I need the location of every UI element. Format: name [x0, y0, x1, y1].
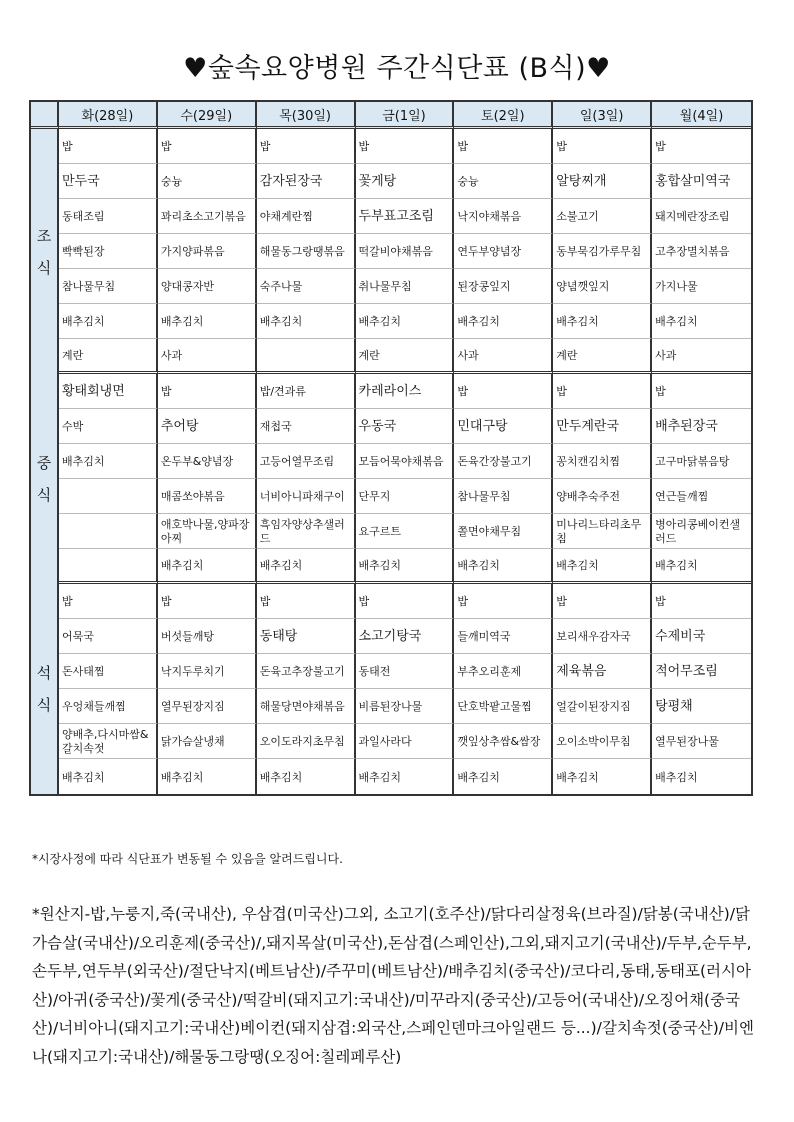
menu-cell: 오이도라지초무침: [257, 724, 356, 759]
menu-cell: 깻잎상추쌈&쌈장: [454, 724, 553, 759]
menu-cell: 낙지야채볶음: [454, 199, 553, 234]
menu-cell: 양념깻잎지: [553, 269, 652, 304]
menu-cell: 소불고기: [553, 199, 652, 234]
menu-cell: 밥: [59, 584, 158, 619]
menu-cell: 계란: [59, 339, 158, 374]
meal-label-char: 식: [36, 486, 52, 504]
menu-cell: 배추된장국: [652, 409, 751, 444]
menu-cell: 배추김치: [158, 304, 257, 339]
menu-cell: 제육볶음: [553, 654, 652, 689]
menu-cell: 꽃게탕: [356, 164, 455, 199]
menu-cell: 꽈리초소고기볶음: [158, 199, 257, 234]
day-header: 월(4일): [652, 102, 751, 129]
menu-cell: 동태조림: [59, 199, 158, 234]
meal-label: [31, 584, 59, 794]
menu-cell: 배추김치: [59, 304, 158, 339]
menu-cell: 병아리콩베이컨샐러드: [652, 514, 751, 549]
menu-cell: 재첩국: [257, 409, 356, 444]
menu-cell: [257, 339, 356, 374]
menu-cell: 감자된장국: [257, 164, 356, 199]
menu-cell: 민대구탕: [454, 409, 553, 444]
menu-row: [31, 409, 751, 444]
menu-cell: 적어무조림: [652, 654, 751, 689]
menu-row: [31, 759, 751, 794]
menu-cell: 돈육고추장불고기: [257, 654, 356, 689]
menu-cell: 배추김치: [356, 304, 455, 339]
meal-label-char: 중: [36, 454, 52, 472]
menu-cell: 밥/견과류: [257, 374, 356, 409]
menu-cell: 양배추숙주전: [553, 479, 652, 514]
menu-cell: 낙지두루치기: [158, 654, 257, 689]
menu-cell: 밥: [158, 584, 257, 619]
meal-label-char: 식: [36, 258, 52, 277]
menu-cell: 배추김치: [356, 759, 455, 794]
menu-cell: 배추김치: [356, 549, 455, 584]
menu-cell: [59, 479, 158, 514]
menu-cell: 배추김치: [553, 549, 652, 584]
menu-row: [31, 129, 751, 164]
menu-cell: 어묵국: [59, 619, 158, 654]
menu-cell: 배추김치: [553, 304, 652, 339]
menu-cell: 사과: [454, 339, 553, 374]
menu-cell: 밥: [257, 584, 356, 619]
menu-cell: 참나물무침: [59, 269, 158, 304]
menu-cell: 배추김치: [158, 759, 257, 794]
menu-cell: 열무된장지짐: [158, 689, 257, 724]
menu-row: [31, 584, 751, 619]
menu-cell: 추어탕: [158, 409, 257, 444]
menu-cell: 카레라이스: [356, 374, 455, 409]
menu-cell: 고등어열무조림: [257, 444, 356, 479]
menu-cell: 배추김치: [454, 549, 553, 584]
menu-cell: 숙주나물: [257, 269, 356, 304]
menu-cell: 배추김치: [454, 759, 553, 794]
menu-cell: 연근들깨찜: [652, 479, 751, 514]
menu-cell: 취나물무침: [356, 269, 455, 304]
meal-label-char: 조: [36, 226, 52, 245]
menu-cell: 배추김치: [257, 304, 356, 339]
menu-cell: 열무된장나물: [652, 724, 751, 759]
menu-cell: 배추김치: [655, 770, 698, 784]
day-header: 화(28일): [59, 102, 158, 129]
menu-cell: 양대콩자반: [158, 269, 257, 304]
menu-cell: 모듬어묵야채볶음: [356, 444, 455, 479]
menu-row: [31, 724, 751, 759]
menu-cell: 배추김치: [454, 304, 553, 339]
menu-cell: 고구마닭볶음탕: [652, 444, 751, 479]
menu-cell: 탕평채: [652, 689, 751, 724]
menu-cell: 단무지: [356, 479, 455, 514]
menu-cell: 흑임자양상추샐러드: [257, 514, 356, 549]
menu-row: [31, 199, 751, 234]
header-row: [31, 102, 751, 129]
menu-cell: 밥: [158, 374, 257, 409]
menu-cell: 사과: [158, 339, 257, 374]
menu-row: [31, 619, 751, 654]
menu-row: [31, 269, 751, 304]
meal-label-char: 식: [36, 696, 52, 714]
menu-cell: 미나리느타리초무침: [553, 514, 652, 549]
menu-cell: 밥: [356, 584, 455, 619]
menu-cell: 밥: [652, 129, 751, 164]
menu-cell: 배추김치: [553, 759, 652, 794]
menu-cell: 양배추,다시마쌈&갈치속젓: [59, 724, 158, 759]
weekly-menu-table: [29, 100, 753, 796]
menu-cell: 해물당면야채볶음: [257, 689, 356, 724]
menu-cell: 우동국: [356, 409, 455, 444]
menu-cell: 꽁치캔김치찜: [553, 444, 652, 479]
menu-cell: 밥: [356, 129, 455, 164]
menu-row: [31, 164, 751, 199]
menu-row: [31, 234, 751, 269]
menu-cell: 배추김치: [652, 549, 751, 584]
menu-cell: 고추장멸치볶음: [652, 234, 751, 269]
menu-cell: 보리새우감자국: [553, 619, 652, 654]
menu-cell: 빡빡된장: [59, 234, 158, 269]
menu-cell: 과일사라다: [356, 724, 455, 759]
menu-cell: 너비아니파채구이: [257, 479, 356, 514]
menu-cell: 밥: [158, 129, 257, 164]
meal-label-char: 석: [36, 664, 52, 682]
menu-cell: 밥: [652, 374, 751, 409]
menu-cell: 동태전: [356, 654, 455, 689]
day-header: 금(1일): [356, 102, 455, 129]
menu-cell: 계란: [356, 339, 455, 374]
menu-cell: 된장콩잎지: [454, 269, 553, 304]
corner-cell: [31, 102, 59, 129]
menu-cell: 밥: [553, 584, 652, 619]
menu-cell: 사과: [652, 339, 751, 374]
menu-row: [31, 514, 751, 549]
menu-cell: 수박: [59, 409, 158, 444]
menu-cell: 배추김치: [59, 444, 158, 479]
menu-cell: 얼갈이된장지짐: [553, 689, 652, 724]
origin-notice: *원산지-밥,누룽지,죽(국내산), 우삼겹(미국산)그외, 소고기(호주산)/닭다리살정육(브라질)/닭봉(국내산)/닭가슴살(국내산)/오리훈제(중국산)/,돼지목살(미국산),돈삼겹(스페인산),그외,돼지고기(국내산)/두부,순두부,손두부,연두부(외국산)/절단낙지(베트남산)/주꾸미(베트남산)/배추김치(중국산)/코다리,동태,동태포(러시아산)/아귀(중국산)/꽃게(중국산)/떡갈비(돼지고기:국내산)/미꾸라지(중국산)/고등어(국내산)/오징어채(중국산)/너비아니(돼지고기:국내산)베이컨(돼지삼겹:외국산,스페인덴마크아일랜드 등...)/갈치속젓(중국산)/비엔나(돼지고기:국내산)/해물동그랑땡(오징어:칠레페루산): [32, 905, 754, 1066]
menu-cell: 돈육간장불고기: [454, 444, 553, 479]
menu-cell: 닭가슴살냉채: [158, 724, 257, 759]
menu-cell: 만두계란국: [553, 409, 652, 444]
menu-cell: 소고기탕국: [356, 619, 455, 654]
menu-cell: 비름된장나물: [356, 689, 455, 724]
menu-cell: 숭늉: [454, 164, 553, 199]
menu-cell: 버섯들깨탕: [158, 619, 257, 654]
menu-cell: 동부묵김가루무침: [553, 234, 652, 269]
menu-cell: 돼지메란장조림: [652, 199, 751, 234]
menu-row: [31, 479, 751, 514]
menu-cell: 온두부&양념장: [158, 444, 257, 479]
menu-cell: 쫄면야채무침: [454, 514, 553, 549]
menu-row: [31, 689, 751, 724]
menu-cell: 떡갈비야채볶음: [356, 234, 455, 269]
menu-row: [31, 304, 751, 339]
menu-row: [31, 549, 751, 584]
menu-cell: 계란: [553, 339, 652, 374]
day-header: 토(2일): [454, 102, 553, 129]
menu-cell: 밥: [257, 129, 356, 164]
menu-cell: 알탕찌개: [553, 164, 652, 199]
menu-cell: 해물동그랑땡볶음: [257, 234, 356, 269]
menu-cell: 배추김치: [59, 759, 158, 794]
menu-row: [31, 374, 751, 409]
menu-cell: 배추김치: [257, 549, 356, 584]
menu-cell: 밥: [454, 374, 553, 409]
change-notice: *시장사정에 따라 식단표가 변동될 수 있음을 알려드립니다.: [32, 852, 343, 866]
menu-cell: 요구르트: [356, 514, 455, 549]
menu-cell: 밥: [59, 129, 158, 164]
menu-cell: 우엉채들깨찜: [59, 689, 158, 724]
menu-row: [31, 339, 751, 374]
menu-cell: 가지양파볶음: [158, 234, 257, 269]
menu-cell: 두부표고조림: [356, 199, 455, 234]
menu-cell: [59, 549, 158, 584]
menu-cell: 밥: [454, 584, 553, 619]
menu-cell: 배추김치: [158, 549, 257, 584]
menu-cell: 숭늉: [158, 164, 257, 199]
menu-cell: 가지나물: [652, 269, 751, 304]
meal-label: [31, 374, 59, 584]
menu-cell: 돈사태찜: [59, 654, 158, 689]
menu-cell: 단호박팥고물찜: [454, 689, 553, 724]
meal-label: [31, 129, 59, 374]
menu-cell: 배추김치: [257, 759, 356, 794]
menu-cell: 연두부양념장: [454, 234, 553, 269]
menu-cell: 밥: [652, 584, 751, 619]
menu-cell: 수제비국: [652, 619, 751, 654]
menu-cell: 밥: [553, 374, 652, 409]
menu-cell: 애호박나물,양파장아찌: [158, 514, 257, 549]
page-title: ♥숲속요양병원 주간식단표 (B식)♥: [183, 53, 611, 84]
menu-cell: 밥: [553, 129, 652, 164]
menu-cell: 만두국: [59, 164, 158, 199]
menu-cell: 홍합살미역국: [652, 164, 751, 199]
menu-cell: 들깨미역국: [454, 619, 553, 654]
menu-cell: [59, 514, 158, 549]
day-header: 목(30일): [257, 102, 356, 129]
menu-cell: 황태회냉면: [59, 374, 158, 409]
menu-cell: 배추김치: [652, 304, 751, 339]
day-header: 수(29일): [158, 102, 257, 129]
menu-cell: 밥: [454, 129, 553, 164]
menu-cell: 야채계란찜: [257, 199, 356, 234]
menu-cell: 매콤쏘야볶음: [158, 479, 257, 514]
menu-cell: 참나물무침: [454, 479, 553, 514]
day-header: 일(3일): [553, 102, 652, 129]
menu-row: [31, 444, 751, 479]
menu-cell: 오이소박이무침: [553, 724, 652, 759]
menu-row: [31, 654, 751, 689]
menu-cell: 동태탕: [257, 619, 356, 654]
menu-cell: 부추오리훈제: [454, 654, 553, 689]
